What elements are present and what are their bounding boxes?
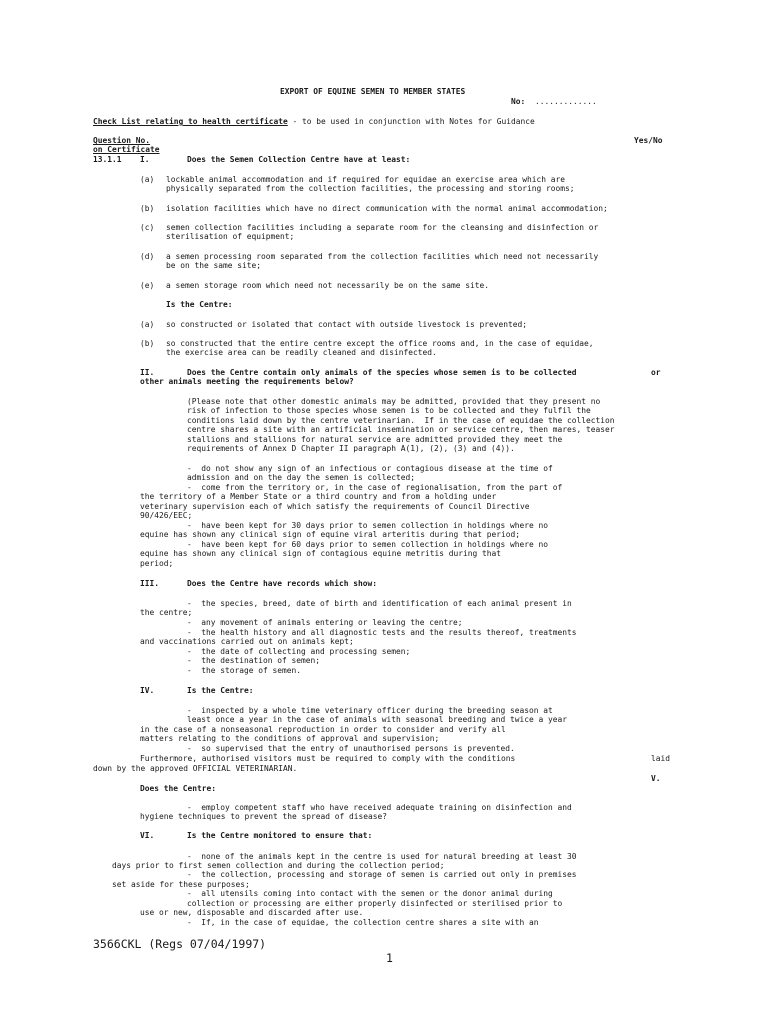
requirement-line: equine has shown any clinical sign of contagious equine metritis during that xyxy=(140,549,502,558)
inspection-line: down by the approved OFFICIAL VETERINARIAN. xyxy=(93,764,298,773)
item-text: the exercise area can be readily cleaned and disinfected. xyxy=(166,348,437,357)
requirement-line: admission and on the day the semen is collected; xyxy=(187,473,416,482)
checklist-note: - to be used in conjunction with Notes for Guidance xyxy=(287,117,535,126)
item-text: a semen processing room separated from the collection facilities which need not necessarily xyxy=(166,252,599,261)
item-text: lockable animal accommodation and if required for equidae an exercise area which are xyxy=(166,175,566,184)
requirement-line: veterinary supervision each of which satisfy the requirements of Council Directive xyxy=(140,502,530,511)
inspection-line: - so supervised that the entry of unauthorised persons is prevented. xyxy=(187,744,515,753)
record-line: - the species, breed, date of birth and identification of each animal present in xyxy=(187,599,572,608)
sub-question: Is the Centre: xyxy=(166,300,233,309)
note-line: centre shares a site with an artificial insemination or service centre, then mares, teaser xyxy=(187,425,615,434)
item-text: so constructed that the entire centre except the office rooms and, in the case of equidae, xyxy=(166,339,594,348)
note-line: stallions and stallions for natural service are admitted provided they meet the xyxy=(187,435,563,444)
reference-number-label: No: xyxy=(511,97,526,106)
column-question-number: Question No. xyxy=(93,136,151,145)
monitor-line: days prior to first semen collection and during the collection period; xyxy=(112,861,445,870)
section-roman-6: VI. xyxy=(140,831,155,840)
reference-number-value: ............. xyxy=(535,97,597,106)
item-text: semen collection facilities including a separate room for the cleansing and disinfection or xyxy=(166,223,599,232)
item-text: so constructed or isolated that contact with outside livestock is prevented; xyxy=(166,320,528,329)
item-label: (e) xyxy=(140,281,155,290)
inspection-line-laid: laid xyxy=(651,754,671,763)
section-4-question: Is the Centre: xyxy=(187,686,254,695)
note-line: (Please note that other domestic animals may be admitted, provided that they present no xyxy=(187,397,601,406)
monitor-line: use or new, disposable and discarded after use. xyxy=(140,908,364,917)
section-2-or: or xyxy=(651,368,661,377)
requirement-line: equine has shown any clinical sign of equine viral arteritis during that period; xyxy=(140,530,521,539)
item-text: a semen storage room which need not necessarily be on the same site. xyxy=(166,281,490,290)
footer-reference: 3566CKL (Regs 07/04/1997) xyxy=(93,937,267,951)
section-roman-4: IV. xyxy=(140,686,155,695)
item-label: (a) xyxy=(140,175,155,184)
note-line: conditions laid down by the centre veterinarian. If in the case of equidae the collection xyxy=(187,416,615,425)
record-line: - the health history and all diagnostic tests and the results thereof, treatments xyxy=(187,628,577,637)
record-line: the centre; xyxy=(140,608,193,617)
item-label: (d) xyxy=(140,252,155,261)
section-5-question: Does the Centre: xyxy=(140,784,217,793)
note-line: risk of infection to those species whose semen is to be collected and they fulfil the xyxy=(187,406,591,415)
record-line: - any movement of animals entering or leaving the centre; xyxy=(187,618,463,627)
inspection-line: Furthermore, authorised visitors must be required to comply with the conditions xyxy=(140,754,516,763)
inspection-line: matters relating to the conditions of approval and supervision; xyxy=(140,734,440,743)
record-line: - the storage of semen. xyxy=(187,666,302,675)
section-roman-2: II. xyxy=(140,368,155,377)
requirement-line: the territory of a Member State or a third country and from a holding under xyxy=(140,492,497,501)
section-roman-3: III. xyxy=(140,579,160,588)
monitor-line: set aside for these purposes; xyxy=(112,880,250,889)
requirement-line: 90/426/EEC; xyxy=(140,511,193,520)
item-label: (b) xyxy=(140,204,155,213)
staff-line: - employ competent staff who have received adequate training on disinfection and xyxy=(187,803,572,812)
section-2-question-cont: other animals meeting the requirements below? xyxy=(140,377,354,386)
item-text: be on the same site; xyxy=(166,261,262,270)
document-title: EXPORT OF EQUINE SEMEN TO MEMBER STATES xyxy=(280,87,466,96)
item-text: sterilisation of equipment; xyxy=(166,232,295,241)
item-label: (b) xyxy=(140,339,155,348)
item-label: (c) xyxy=(140,223,155,232)
section-roman-1: I. xyxy=(140,155,150,164)
section-2-question: Does the Centre contain only animals of the species whose semen is to be collected xyxy=(187,368,577,377)
section-roman-5: V. xyxy=(651,774,661,783)
record-line: and vaccinations carried out on animals kept; xyxy=(140,637,354,646)
monitor-line: - all utensils coming into contact with the semen or the donor animal during xyxy=(187,889,553,898)
page-number: 1 xyxy=(386,951,393,965)
inspection-line: in the case of a nonseasonal reproduction in order to consider and verify all xyxy=(140,725,506,734)
requirement-line: - have been kept for 60 days prior to semen collection in holdings where no xyxy=(187,540,549,549)
record-line: - the destination of semen; xyxy=(187,656,321,665)
requirement-line: - do not show any sign of an infectious or contagious disease at the time of xyxy=(187,464,553,473)
monitor-line: - none of the animals kept in the centre is used for natural breeding at least 30 xyxy=(187,852,577,861)
section-number: 13.1.1 xyxy=(93,155,122,164)
checklist-line xyxy=(93,117,535,126)
section-3-question: Does the Centre have records which show: xyxy=(187,579,378,588)
section-6-question: Is the Centre monitored to ensure that: xyxy=(187,831,373,840)
section-1-question: Does the Semen Collection Centre have at least: xyxy=(187,155,411,164)
requirement-line: - come from the territory or, in the case of regionalisation, from the part of xyxy=(187,483,563,492)
note-line: requirements of Annex D Chapter II paragraph A(1), (2), (3) and (4)). xyxy=(187,444,515,453)
column-on-certificate: on Certificate xyxy=(93,145,160,154)
record-line: - the date of collecting and processing semen; xyxy=(187,647,411,656)
inspection-line: least once a year in the case of animals with seasonal breeding and twice a year xyxy=(187,715,568,724)
monitor-line: collection or processing are either properly disinfected or sterilised prior to xyxy=(187,899,563,908)
inspection-line: - inspected by a whole time veterinary officer during the breeding season at xyxy=(187,706,553,715)
requirement-line: - have been kept for 30 days prior to semen collection in holdings where no xyxy=(187,521,549,530)
item-text: isolation facilities which have no direct communication with the normal animal accommodation; xyxy=(166,204,608,213)
column-yes-no: Yes/No xyxy=(634,136,663,145)
monitor-line: - the collection, processing and storage of semen is carried out only in premises xyxy=(187,870,577,879)
checklist-heading: Check List relating to health certificate xyxy=(93,117,288,126)
item-label: (a) xyxy=(140,320,155,329)
item-text: physically separated from the collection facilities, the processing and storing rooms; xyxy=(166,184,575,193)
monitor-line: - If, in the case of equidae, the collection centre shares a site with an xyxy=(187,918,539,927)
requirement-line: period; xyxy=(140,559,174,568)
staff-line: hygiene techniques to prevent the spread of disease? xyxy=(140,812,388,821)
